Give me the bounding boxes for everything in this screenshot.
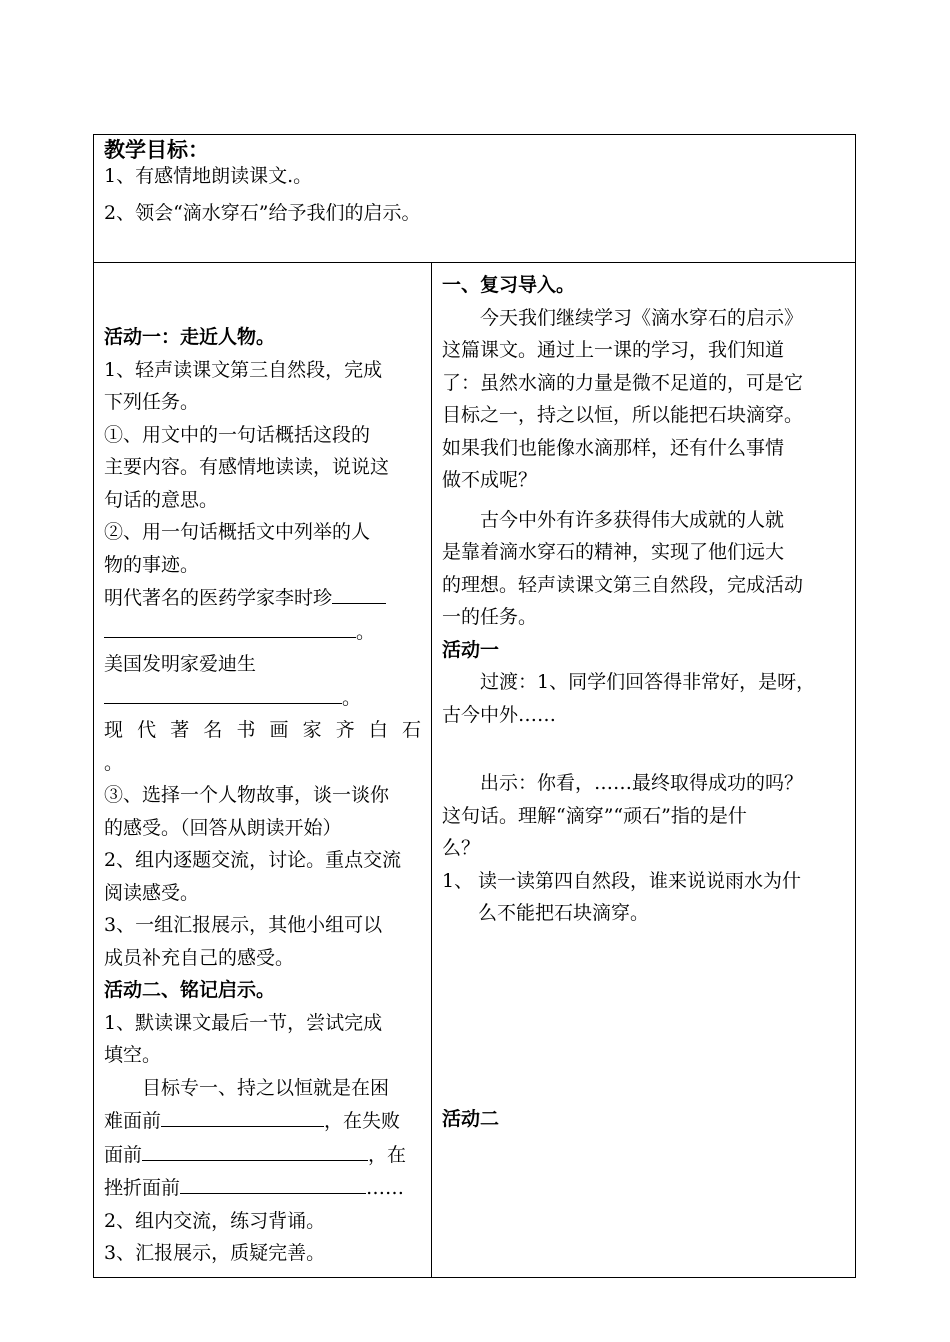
p1-line2: 这篇课文。通过上一课的学习，我们知道 — [442, 339, 785, 361]
a2-task3: 3、汇报展示，质疑完善。 — [104, 1242, 326, 1264]
person3-label — [104, 714, 421, 747]
transition-line2: 古今中外…… — [442, 703, 557, 726]
fill-line1: 目标专一、持之以恒就是在困 — [142, 1076, 390, 1099]
person3-char: 石 — [401, 719, 421, 741]
objectives-heading: 教学目标： — [104, 137, 209, 162]
question1-number: 1、 — [442, 869, 474, 892]
a2-task1-line2: 填空。 — [104, 1044, 162, 1066]
person1-row — [104, 581, 421, 615]
a2-task2: 2、组内交流，练习背诵。 — [104, 1209, 326, 1232]
person3-period: 。 — [104, 751, 124, 774]
show-line1: 出示：你看，……最终取得成功的吗？ — [480, 772, 804, 794]
task1-line1: 1、轻声读课文第三自然段，完成 — [104, 358, 383, 381]
sub1-line3: 句话的意思。 — [104, 488, 219, 511]
person2-blank — [104, 681, 342, 704]
person3-char: 代 — [137, 719, 157, 741]
row-divider — [94, 262, 855, 263]
p1-line3: 了：虽然水滴的力量是微不足道的，可是它 — [442, 371, 804, 394]
p1-line5: 如果我们也能像水滴那样，还有什么事情 — [442, 436, 785, 459]
a2-task1-line1: 1、默读课文最后一节，尝试完成 — [104, 1011, 383, 1034]
sub2-line2: 物的事迹。 — [104, 553, 200, 576]
period: 。 — [342, 686, 362, 709]
p1-line1: 今天我们继续学习《滴水穿石的启示》 — [480, 306, 804, 329]
teaching-process-cell — [433, 264, 855, 1277]
question1-text: 读一读第四自然段，谁来说说雨水为什 — [478, 869, 802, 892]
column-divider — [431, 262, 432, 1277]
objective-item-2: 2、领会“滴水穿石”给予我们的启示。 — [104, 202, 421, 224]
person2-continuation — [104, 681, 421, 715]
sub1-line1: ①、用文中的一句话概括这段的 — [104, 423, 371, 446]
task3-line1: 3、一组汇报展示，其他小组可以 — [104, 914, 383, 936]
activities-cell — [94, 264, 431, 1277]
fill-text: 面前 — [104, 1143, 143, 1166]
activity2-title: 活动二、铭记启示。 — [104, 979, 276, 1001]
p2-line4: 一的任务。 — [442, 606, 538, 628]
fill-blank-3 — [180, 1171, 366, 1194]
p2-line2: 是靠着滴水穿石的精神，实现了他们远大 — [442, 541, 785, 563]
task1-line2: 下列任务。 — [104, 391, 200, 413]
activity2-label: 活动二 — [442, 1107, 500, 1130]
fill-blank-1 — [161, 1104, 324, 1127]
activity1-title: 活动一：走近人物。 — [104, 326, 276, 348]
question1-line1 — [442, 865, 846, 898]
person1-blank — [332, 581, 386, 604]
period: 。 — [356, 620, 376, 643]
fill-text: ，在 — [368, 1143, 407, 1166]
sub2-line1: ②、用一句话概括文中列举的人 — [104, 521, 371, 543]
p2-line1: 古今中外有许多获得伟大成就的人就 — [480, 508, 785, 531]
fill-line4 — [104, 1171, 421, 1205]
question1-line2: 么不能把石块滴穿。 — [478, 902, 650, 924]
person3-char: 齐 — [335, 719, 355, 741]
person2-label: 美国发明家爱迪生 — [104, 653, 257, 675]
p1-line6: 做不成呢？ — [442, 469, 538, 491]
task3-line2: 成员补充自己的感受。 — [104, 946, 295, 969]
fill-line3 — [104, 1138, 421, 1172]
fill-text: 难面前 — [104, 1110, 162, 1132]
objective-item-1: 1、有感情地朗读课文.。 — [104, 165, 313, 187]
person3-char: 著 — [170, 719, 190, 741]
person1-continuation — [104, 615, 421, 649]
fill-text: 挫折面前 — [104, 1177, 181, 1199]
task2-line1: 2、组内逐题交流，讨论。重点交流 — [104, 849, 402, 871]
p2-line3: 的理想。轻声读课文第三自然段，完成活动 — [442, 573, 804, 596]
sub1-line2: 主要内容。有感情地读读，说说这 — [104, 456, 390, 478]
lesson-plan-table — [93, 134, 856, 1278]
sub3-line1: ③、选择一个人物故事，谈一谈你 — [104, 784, 390, 806]
show-line2: 这句话。理解“滴穿”“顽石”指的是什 — [442, 804, 747, 827]
activity1-label: 活动一 — [442, 638, 500, 661]
person3-char: 画 — [269, 719, 289, 741]
person3-char: 书 — [236, 719, 256, 741]
person1-blank-2 — [104, 615, 356, 638]
section1-title: 一、复习导入。 — [442, 274, 576, 296]
person3-char: 家 — [302, 719, 322, 741]
fill-blank-2 — [142, 1138, 368, 1161]
task2-line2: 阅读感受。 — [104, 881, 200, 904]
transition-line1: 过渡：1、同学们回答得非常好，是呀， — [480, 671, 816, 693]
fill-line2 — [104, 1104, 421, 1138]
objectives-cell — [94, 135, 855, 262]
fill-text: ，在失败 — [324, 1110, 401, 1132]
show-line3: 么？ — [442, 837, 481, 859]
fill-text: …… — [366, 1177, 405, 1199]
person3-char: 白 — [368, 719, 388, 741]
person1-label: 明代著名的医药学家李时珍 — [104, 587, 333, 609]
p1-line4: 目标之一，持之以恒，所以能把石块滴穿。 — [442, 404, 804, 426]
person3-char: 现 — [104, 719, 124, 741]
sub3-line2: 的感受。（回答从朗读开始） — [104, 816, 342, 839]
person3-char: 名 — [203, 719, 223, 741]
